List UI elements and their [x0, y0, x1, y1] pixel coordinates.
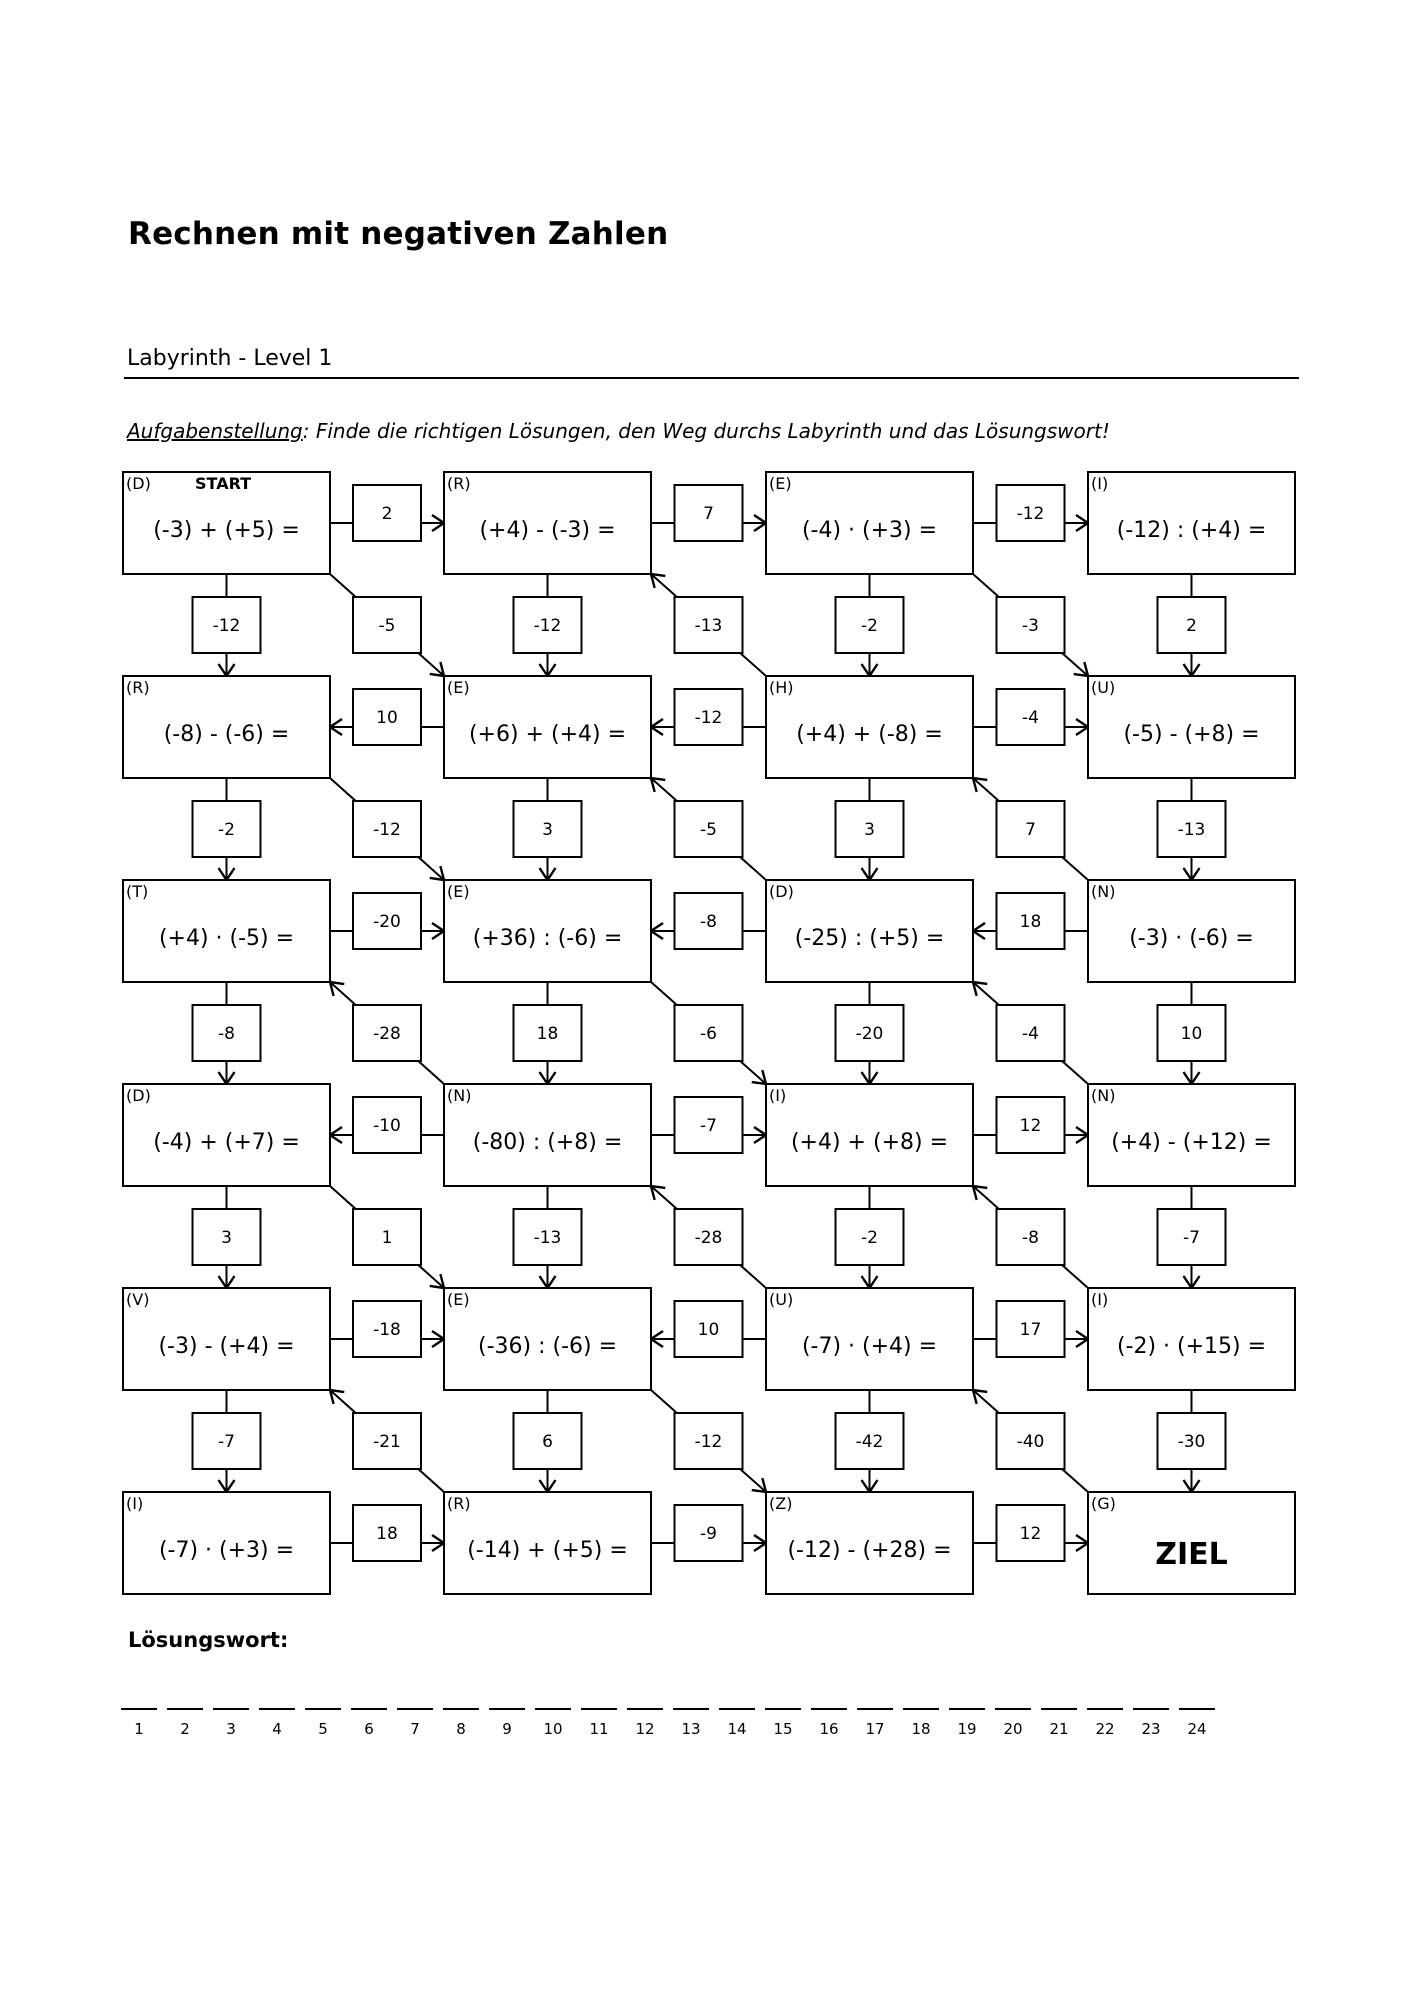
task-lead: Aufgabenstellung: [127, 419, 303, 443]
answer-value: 12: [1019, 1524, 1042, 1544]
cell-expression: (-12) - (+28) =: [787, 1538, 952, 1563]
blank-number: 12: [635, 1720, 655, 1738]
answer-value: -20: [373, 912, 401, 932]
cell-expression: (-7) · (+4) =: [801, 1334, 938, 1359]
letter-blank[interactable]: [1041, 1708, 1077, 1710]
cell-letter: (V): [126, 1290, 150, 1309]
answer-value: 10: [376, 708, 398, 728]
cell-expression: (+4) - (-3) =: [479, 518, 616, 543]
cell-expression: (+36) : (-6) =: [472, 926, 623, 951]
blank-number: 21: [1049, 1720, 1069, 1738]
blank-number: 16: [819, 1720, 839, 1738]
answer-value: 3: [864, 820, 875, 840]
cell-letter: (D): [126, 1086, 151, 1105]
cell-expression: (+4) · (-5) =: [158, 926, 295, 951]
answer-value: -13: [1177, 820, 1206, 840]
letter-blank[interactable]: [351, 1708, 387, 1710]
cell-expression: (-2) · (+15) =: [1116, 1334, 1267, 1359]
cell-letter: (I): [1091, 474, 1109, 493]
cell-expression: (-3) + (+5) =: [153, 518, 300, 543]
answer-value: -30: [1177, 1432, 1206, 1452]
answer-value: -3: [1022, 616, 1039, 636]
answer-value: -8: [1022, 1228, 1039, 1248]
answer-value: -9: [700, 1524, 717, 1544]
blank-number: 7: [410, 1720, 420, 1738]
answer-value: -5: [378, 616, 396, 636]
answer-value: -7: [1183, 1228, 1200, 1248]
cell-letter: (U): [1091, 678, 1116, 697]
letter-blank[interactable]: [1087, 1708, 1123, 1710]
answer-value: -7: [218, 1432, 235, 1452]
blank-number: 13: [681, 1720, 701, 1738]
answer-value: -4: [1022, 708, 1039, 728]
blank-number: 22: [1095, 1720, 1115, 1738]
answer-value: -20: [855, 1024, 884, 1044]
blank-number: 1: [134, 1720, 144, 1738]
page-title: Rechnen mit negativen Zahlen: [128, 216, 669, 252]
blank-number: 5: [318, 1720, 328, 1738]
answer-value: 17: [1019, 1320, 1042, 1340]
blank-number: 2: [180, 1720, 190, 1738]
letter-blank[interactable]: [903, 1708, 939, 1710]
answer-value: -42: [855, 1432, 884, 1452]
letter-blank[interactable]: [121, 1708, 157, 1710]
answer-value: 3: [221, 1228, 232, 1248]
cell-letter: (Z): [769, 1494, 793, 1513]
cell-letter: (R): [447, 474, 471, 493]
blank-number: 11: [589, 1720, 609, 1738]
blank-number: 24: [1187, 1720, 1207, 1738]
cell-expression: (-14) + (+5) =: [467, 1538, 628, 1563]
answer-value: -8: [218, 1024, 235, 1044]
cell-letter: (D): [769, 882, 794, 901]
cell-expression: (+4) + (+8) =: [790, 1130, 949, 1155]
answer-value: 18: [536, 1024, 559, 1044]
letter-blank[interactable]: [857, 1708, 893, 1710]
start-label: START: [195, 474, 252, 493]
answer-value: -12: [212, 616, 241, 636]
blank-number: 20: [1003, 1720, 1023, 1738]
blank-number: 3: [226, 1720, 236, 1738]
subtitle: Labyrinth - Level 1: [127, 346, 333, 371]
answer-value: 7: [703, 504, 714, 524]
cell-letter: (I): [126, 1494, 144, 1513]
cell-expression: (+4) - (+12) =: [1111, 1130, 1272, 1155]
answer-value: 7: [1025, 820, 1036, 840]
cell-letter: (U): [769, 1290, 794, 1309]
cell-expression: (-25) : (+5) =: [794, 926, 945, 951]
answer-value: -18: [373, 1320, 401, 1340]
answer-value: -8: [700, 912, 717, 932]
letter-blank[interactable]: [765, 1708, 801, 1710]
cell-expression: (-3) · (-6) =: [1129, 926, 1254, 951]
answer-value: 2: [1186, 616, 1197, 636]
blank-number: 14: [727, 1720, 747, 1738]
cell-letter: (I): [1091, 1290, 1109, 1309]
letter-blank[interactable]: [719, 1708, 755, 1710]
answer-value: 18: [1019, 912, 1042, 932]
cell-letter: (R): [447, 1494, 471, 1513]
cell-letter: (E): [769, 474, 792, 493]
letter-blank[interactable]: [535, 1708, 571, 1710]
letter-blank[interactable]: [259, 1708, 295, 1710]
answer-value: -4: [1022, 1024, 1039, 1044]
answer-value: -12: [694, 1432, 723, 1452]
cell-expression: (-80) : (+8) =: [472, 1130, 623, 1155]
answer-value: 12: [1019, 1116, 1042, 1136]
answer-value: -21: [373, 1432, 401, 1452]
answer-value: 3: [542, 820, 553, 840]
blank-number: 10: [543, 1720, 563, 1738]
blank-number: 9: [502, 1720, 512, 1738]
answer-value: 2: [381, 504, 393, 524]
letter-blank[interactable]: [949, 1708, 985, 1710]
answer-value: 18: [376, 1524, 398, 1544]
answer-value: -12: [1016, 504, 1045, 524]
answer-value: -13: [533, 1228, 562, 1248]
cell-letter: (D): [126, 474, 151, 493]
letter-blank[interactable]: [581, 1708, 617, 1710]
blank-number: 8: [456, 1720, 466, 1738]
answer-value: 10: [1180, 1024, 1203, 1044]
cell-letter: (N): [1091, 1086, 1116, 1105]
letter-blank[interactable]: [673, 1708, 709, 1710]
answer-value: -28: [694, 1228, 723, 1248]
blank-number: 18: [911, 1720, 931, 1738]
blank-number: 6: [364, 1720, 374, 1738]
task-text: : Finde die richtigen Lösungen, den Weg durchs Labyrinth und das Lösungswort!: [302, 419, 1110, 443]
letter-blank[interactable]: [167, 1708, 203, 1710]
cell-letter: (N): [1091, 882, 1116, 901]
letter-blank[interactable]: [489, 1708, 525, 1710]
letter-blank[interactable]: [213, 1708, 249, 1710]
letter-blank[interactable]: [397, 1708, 433, 1710]
answer-value: -10: [373, 1116, 401, 1136]
blank-number: 19: [957, 1720, 977, 1738]
letter-blank[interactable]: [811, 1708, 847, 1710]
cell-expression: (-5) - (+8) =: [1123, 722, 1260, 747]
answer-value: -5: [700, 820, 717, 840]
cell-letter: (I): [769, 1086, 787, 1105]
cell-letter: (N): [447, 1086, 472, 1105]
answer-value: -12: [533, 616, 562, 636]
answer-value: -2: [218, 820, 235, 840]
cell-expression: (-12) : (+4) =: [1116, 518, 1267, 543]
cell-expression: (-4) · (+3) =: [801, 518, 938, 543]
letter-blank[interactable]: [443, 1708, 479, 1710]
answer-value: -2: [861, 616, 878, 636]
cell-letter: (G): [1091, 1494, 1116, 1513]
answer-value: -12: [694, 708, 723, 728]
answer-value: -6: [700, 1024, 717, 1044]
letter-blank[interactable]: [1179, 1708, 1215, 1710]
cell-expression: (-4) + (+7) =: [153, 1130, 300, 1155]
blank-number: 23: [1141, 1720, 1161, 1738]
cell-letter: (H): [769, 678, 794, 697]
cell-expression: (-8) - (-6) =: [163, 722, 290, 747]
letter-blank[interactable]: [1133, 1708, 1169, 1710]
cell-letter: (E): [447, 678, 470, 697]
solution-label: Lösungswort:: [128, 1628, 289, 1652]
blank-number: 17: [865, 1720, 885, 1738]
answer-value: -2: [861, 1228, 878, 1248]
answer-value: -7: [700, 1116, 717, 1136]
answer-value: -13: [694, 616, 723, 636]
cell-expression: (-3) - (+4) =: [158, 1334, 295, 1359]
letter-blank[interactable]: [627, 1708, 663, 1710]
answer-value: -12: [373, 820, 401, 840]
cell-expression: (+4) + (-8) =: [796, 722, 943, 747]
blank-number: 15: [773, 1720, 793, 1738]
answer-value: 6: [542, 1432, 553, 1452]
answer-value: 10: [697, 1320, 720, 1340]
goal-label: ZIEL: [1155, 1537, 1228, 1572]
answer-value: 1: [381, 1228, 393, 1248]
letter-blank[interactable]: [995, 1708, 1031, 1710]
letter-blank[interactable]: [305, 1708, 341, 1710]
cell-letter: (E): [447, 882, 470, 901]
cell-expression: (-7) · (+3) =: [158, 1538, 295, 1563]
cell-letter: (E): [447, 1290, 470, 1309]
cell-expression: (-36) : (-6) =: [477, 1334, 618, 1359]
answer-value: -40: [1016, 1432, 1045, 1452]
cell-letter: (T): [126, 882, 149, 901]
cell-letter: (R): [126, 678, 150, 697]
cell-expression: (+6) + (+4) =: [468, 722, 627, 747]
blank-number: 4: [272, 1720, 282, 1738]
answer-value: -28: [373, 1024, 401, 1044]
